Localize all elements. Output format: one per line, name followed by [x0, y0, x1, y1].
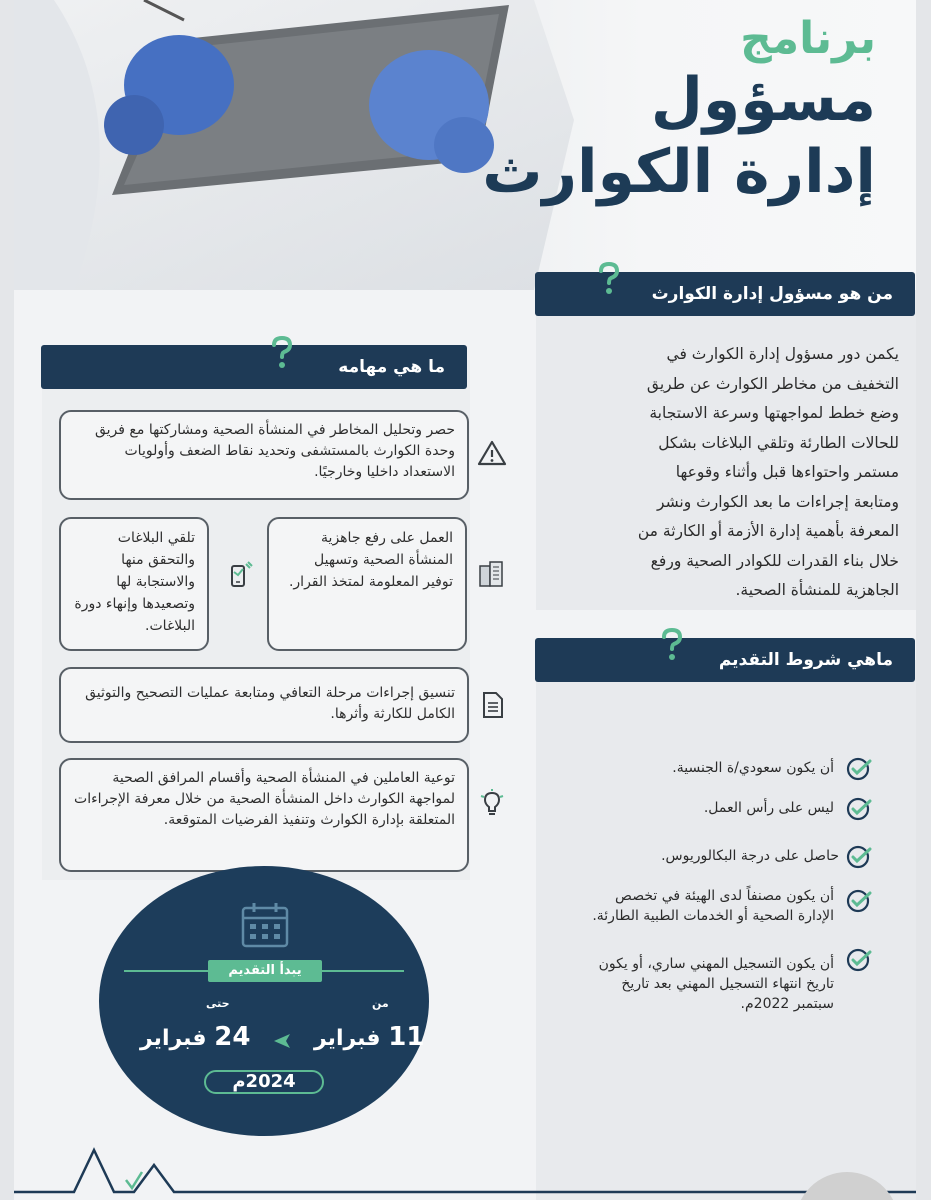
task-card: حصر وتحليل المخاطر في المنشأة الصحية ومشاركتها مع فريق وحدة الكوارث بالمستشفى وتحديد نقاط الضعف وأولويات الاستعداد داخليا وخارجيًا.: [59, 410, 469, 500]
about-line: ومتابعة إجراءات ما بعد الكوارث ونشر: [657, 492, 899, 511]
requirement-text: أن يكون سعودي/ة الجنسية.: [672, 760, 834, 776]
about-line: يكمن دور مسؤول إدارة الكوارث في: [666, 345, 899, 363]
task-card: توعية العاملين في المنشأة الصحية وأقسام المرافق الصحية لمواجهة الكوارث داخل المنشأة الصحية من خلال معرفة الإجراءات المتعلقة بإدارة الكوارث وتنفيذ الفرضيات المتوقعة.: [59, 758, 469, 872]
check-circle-icon: [846, 756, 872, 782]
requirement-item: [574, 798, 834, 818]
question-mark-icon: [596, 262, 622, 296]
about-line: مستمر واحتواءها قبل وأثناء وقوعها: [675, 463, 899, 481]
phone-alert-icon: [224, 560, 254, 590]
about-line: الجاهزية للمنشأة الصحية.: [735, 581, 899, 599]
requirement-text: أن يكون مصنفاً لدى الهيئة في تخصص: [615, 888, 834, 904]
tasks-heading: ما هي مهامه: [41, 345, 467, 389]
question-mark-icon: [659, 628, 685, 662]
about-line: وضع خطط لمواجهتها وسرعة الاستجابة: [649, 404, 899, 422]
about-heading: من هو مسؤول إدارة الكوارث: [535, 272, 915, 316]
task-card: العمل على رفع جاهزية المنشأة الصحية وتسهيل توفير المعلومة لمتخذ القرار.: [267, 517, 467, 651]
from-label: من: [372, 997, 389, 1010]
about-line: التخفيف من مخاطر الكوارث عن طريق: [646, 374, 899, 393]
from-date: [314, 1022, 424, 1052]
lightbulb-icon: [477, 788, 507, 818]
to-month: فبراير: [140, 1026, 207, 1051]
check-circle-icon: [846, 796, 872, 822]
about-line: المعرفة بأهمية إدارة الأزمة أو الكارثة من: [637, 522, 899, 540]
requirement-text: أن يكون التسجيل المهني ساري، أو يكون: [598, 956, 834, 972]
calendar-icon: [239, 900, 291, 950]
requirement-text: سبتمبر 2022م.: [740, 996, 834, 1012]
requirement-text: تاريخ انتهاء التسجيل المهني بعد تاريخ: [621, 976, 834, 992]
application-year: 2024م: [204, 1070, 324, 1094]
about-paragraph: [559, 340, 899, 606]
requirement-item: [559, 954, 834, 1014]
to-label: حتى: [206, 997, 230, 1010]
check-circle-icon: [846, 888, 872, 914]
requirement-text: ليس على رأس العمل.: [703, 800, 834, 816]
about-line: للحالات الطارئة وتلقي البلاغات بشكل: [658, 433, 899, 452]
requirement-item: [574, 846, 839, 866]
document-icon: [477, 690, 507, 720]
application-start-badge: يبدأ التقديم: [208, 960, 322, 982]
title-line-1: مسؤول: [650, 65, 876, 135]
task-card: تنسيق إجراءات مرحلة التعافي ومتابعة عمليات التصحيح والتوثيق الكامل للكارثة وأثرها.: [59, 667, 469, 743]
from-day: 11: [388, 1022, 425, 1052]
requirement-text: حاصل على درجة البكالوريوس.: [661, 848, 839, 864]
building-icon: [476, 560, 506, 590]
arrow-left-icon: [274, 1034, 290, 1048]
from-month: فبراير: [314, 1026, 381, 1051]
question-mark-icon: [269, 336, 295, 370]
to-date: [140, 1022, 250, 1052]
requirement-item: [559, 886, 834, 926]
infographic-page: [14, 0, 916, 1200]
about-line: خلال بناء القدرات للكوادر الصحية ورفع: [650, 551, 899, 570]
program-title: [482, 14, 876, 208]
requirements-heading: ماهي شروط التقديم: [535, 638, 915, 682]
warning-icon: [477, 438, 507, 468]
check-circle-icon: [846, 947, 872, 973]
title-prefix: برنامج: [740, 13, 876, 64]
to-day: 24: [214, 1022, 251, 1052]
task-card: تلقي البلاغات والتحقق منها والاستجابة لها وتصعيدها وإنهاء دورة البلاغات.: [59, 517, 209, 651]
title-line-2: إدارة الكوارث: [482, 137, 876, 207]
hero-photo-area: [14, 0, 916, 290]
requirements-panel: [536, 660, 916, 1200]
heartbeat-line-decoration: [14, 1130, 916, 1200]
check-circle-icon: [846, 844, 872, 870]
requirement-text: الإدارة الصحية أو الخدمات الطبية الطارئة.: [592, 908, 834, 924]
requirement-item: [574, 758, 834, 778]
